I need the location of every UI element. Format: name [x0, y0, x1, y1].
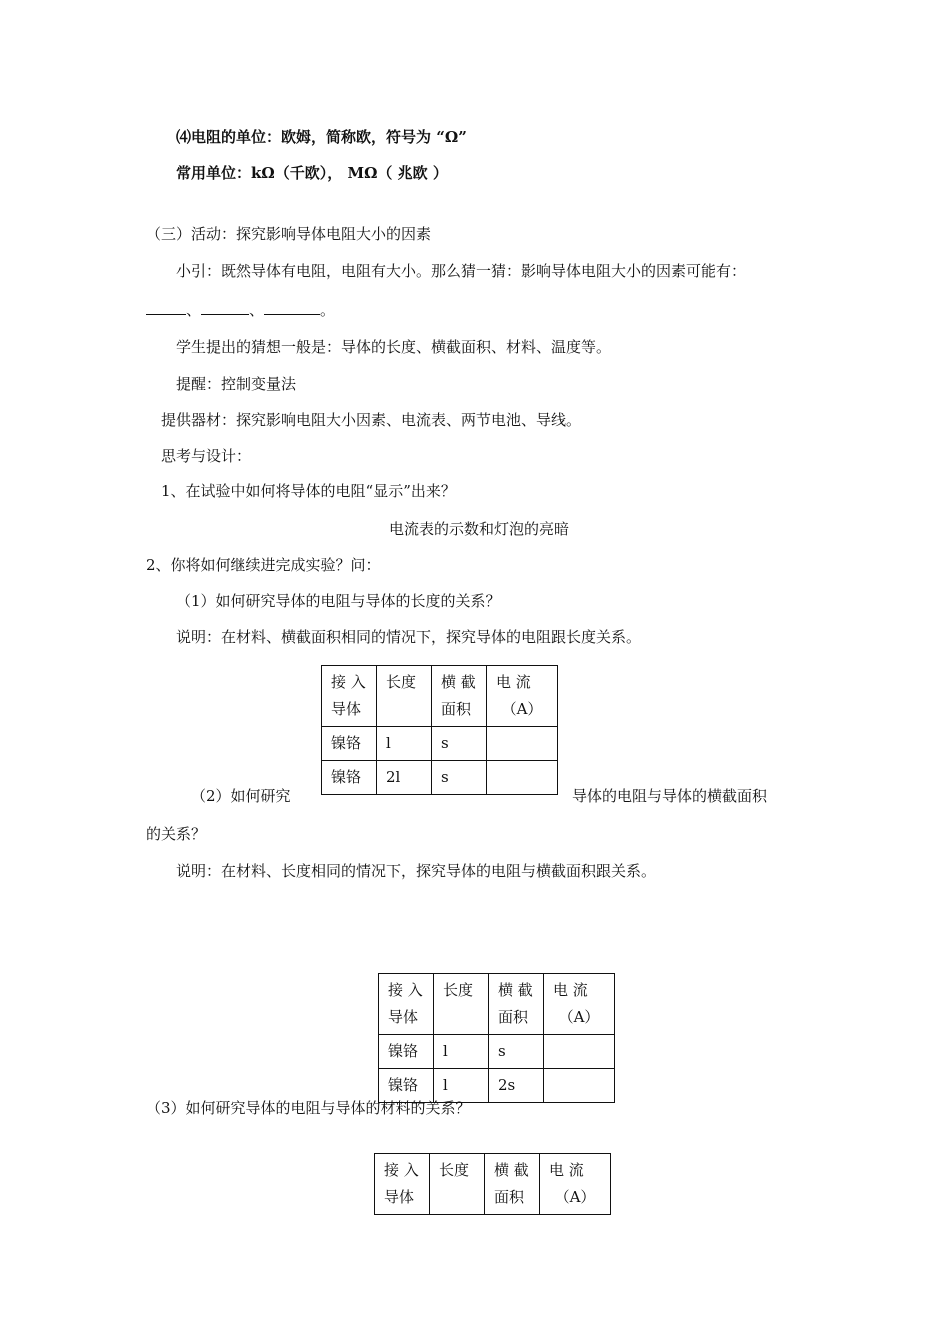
sub-question-2-tail: 的关系？ [146, 825, 207, 843]
header-length: 长度 [430, 1154, 485, 1215]
header-length: 长度 [434, 974, 489, 1035]
table-area [378, 973, 615, 1103]
blank-3[interactable] [264, 302, 320, 315]
question-2: 2、你将如何继续进完成实验？问： [146, 556, 381, 574]
blank-1[interactable] [146, 302, 186, 315]
blank-2[interactable] [201, 302, 249, 315]
header-length: 长度 [377, 666, 432, 727]
table-material [374, 1153, 611, 1215]
unit-definition: ⑷电阻的单位：欧姆，简称欧，符号为 “Ω” [176, 128, 467, 146]
header-current: 电 流 （A） [487, 666, 558, 727]
sub-question-2-note: 说明：在材料、长度相同的情况下，探究导体的电阻与横截面积跟关系。 [176, 862, 657, 880]
current-cell[interactable] [544, 1069, 615, 1103]
table-row: 镍铬 l s [379, 1035, 615, 1069]
header-area: 横 截 面积 [432, 666, 487, 727]
header-area: 横 截 面积 [489, 974, 544, 1035]
current-cell[interactable] [487, 761, 558, 795]
sub-question-3: （3）如何研究导体的电阻与导体的材料的关系？ [146, 1099, 471, 1117]
activity-intro: 小引：既然导体有电阻，电阻有大小。那么猜一猜：影响导体电阻大小的因素可能有： [176, 262, 747, 280]
table-header-row [379, 974, 615, 1035]
table-header-row [322, 666, 558, 727]
header-area: 横 截 面积 [485, 1154, 540, 1215]
sub-question-1: （1）如何研究导体的电阻与导体的长度的关系？ [176, 592, 501, 610]
think-text: 思考与设计： [161, 447, 252, 465]
header-conductor: 接 入 导体 [375, 1154, 430, 1215]
current-cell[interactable] [544, 1035, 615, 1069]
hint-text: 提醒：控制变量法 [176, 375, 297, 393]
table-row: 镍铬 2l s [322, 761, 558, 795]
sub-question-2-right: 导体的电阻与导体的横截面积 [572, 787, 768, 805]
header-conductor: 接 入 导体 [322, 666, 377, 727]
sub-question-2-left: （2）如何研究 [191, 787, 291, 805]
table-length [321, 665, 558, 795]
header-conductor: 接 入 导体 [379, 974, 434, 1035]
common-units: 常用单位：kΩ（千欧）， MΩ（ 兆欧 ） [176, 164, 448, 182]
sub-question-1-note: 说明：在材料、横截面积相同的情况下，探究导体的电阻跟长度关系。 [176, 628, 642, 646]
guess-blanks: 、 、 。 [146, 300, 335, 320]
header-current: 电 流 （A） [540, 1154, 611, 1215]
equipment-text: 提供器材：探究影响电阻大小因素、电流表、两节电池、导线。 [161, 411, 582, 429]
answer-1: 电流表的示数和灯泡的亮暗 [389, 520, 570, 538]
guess-text: 学生提出的猜想一般是：导体的长度、横截面积、材料、温度等。 [176, 338, 612, 356]
activity-heading: （三）活动：探究影响导体电阻大小的因素 [146, 225, 432, 243]
current-cell[interactable] [487, 727, 558, 761]
table-row: 镍铬 l s [322, 727, 558, 761]
header-current: 电 流 （A） [544, 974, 615, 1035]
question-1: 1、在试验中如何将导体的电阻“显示”出来？ [161, 482, 456, 500]
table-header-row [375, 1154, 611, 1215]
table-row: 镍铬 l 2s [379, 1069, 615, 1103]
